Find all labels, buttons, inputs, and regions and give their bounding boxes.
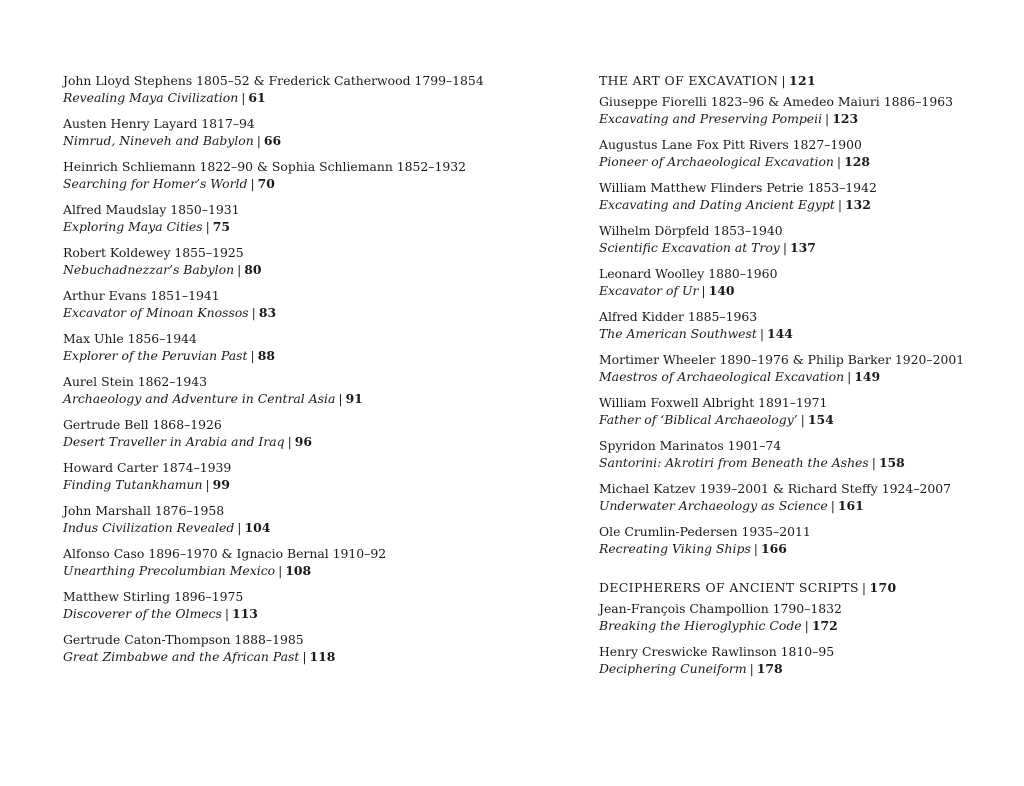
page-number: 144 (767, 326, 793, 341)
entry-title: Underwater Archaeology as Science (599, 498, 828, 513)
entry-title: Explorer of the Peruvian Past (63, 348, 248, 363)
entry-title: Finding Tutankhamun (63, 477, 203, 492)
page-number: 137 (790, 240, 816, 255)
entry-title: Scientific Excavation at Troy (599, 240, 780, 255)
page-separator: | (287, 434, 292, 449)
entry-subline (599, 660, 999, 677)
page-separator: | (749, 661, 754, 676)
entry-subline (63, 347, 503, 364)
entry-name: Giuseppe Fiorelli 1823–96 & Amedeo Maiuri 1886–1963 (599, 94, 953, 109)
page-separator: | (251, 305, 256, 320)
page-number: 149 (854, 369, 881, 384)
entry-subline (599, 325, 999, 342)
toc-entry[interactable] (599, 308, 999, 342)
entry-name: Augustus Lane Fox Pitt Rivers 1827–1900 (599, 137, 862, 152)
entry-subline (599, 368, 999, 385)
entry-subline (63, 218, 503, 235)
entry-subline (63, 175, 503, 192)
page-number: 75 (212, 219, 231, 234)
entry-title: Santorini: Akrotiri from Beneath the Ashes (599, 455, 869, 470)
page-separator: | (847, 369, 852, 384)
toc-entry[interactable] (599, 93, 999, 127)
entry-title: Archaeology and Adventure in Central Asia (63, 391, 336, 406)
entry-title: Desert Traveller in Arabia and Iraq (63, 434, 285, 449)
entry-subline (63, 519, 503, 536)
page-number: 118 (309, 649, 336, 664)
entry-name: Ole Crumlin-Pedersen 1935–2011 (599, 524, 811, 539)
page-separator: | (205, 219, 210, 234)
entry-title: Excavator of Minoan Knossos (63, 305, 249, 320)
entry-subline (599, 153, 999, 170)
toc-entry[interactable] (63, 459, 503, 493)
section-title: DECIPHERERS OF ANCIENT SCRIPTS (599, 580, 859, 595)
entry-title: Excavator of Ur (599, 283, 699, 298)
page-separator: | (302, 649, 307, 664)
entry-name: Matthew Stirling 1896–1975 (63, 589, 244, 604)
left-column (63, 72, 503, 665)
entry-subline (63, 476, 503, 493)
entry-subline (599, 282, 999, 299)
entry-name: Howard Carter 1874–1939 (63, 460, 232, 475)
entry-name: Spyridon Marinatos 1901–74 (599, 438, 782, 453)
entry-name: Gertrude Caton-Thompson 1888–1985 (63, 632, 304, 647)
page-separator: | (278, 563, 283, 578)
entry-name: Henry Creswicke Rawlinson 1810–95 (599, 644, 835, 659)
entry-subline (599, 617, 999, 634)
section-heading[interactable] (599, 72, 999, 89)
toc-section (599, 579, 999, 677)
toc-entry[interactable] (599, 265, 999, 299)
toc-entry[interactable] (63, 545, 503, 579)
entry-name: Mortimer Wheeler 1890–1976 & Philip Barker 1920–2001 (599, 352, 965, 367)
entry-subline (63, 605, 503, 622)
section-title: THE ART OF EXCAVATION (599, 73, 779, 88)
toc-entry[interactable] (63, 373, 503, 407)
toc-entry[interactable] (599, 643, 999, 677)
page-number: 99 (212, 477, 230, 492)
toc-entry[interactable] (63, 588, 503, 622)
page-separator: | (338, 391, 343, 406)
page-number: 140 (708, 283, 735, 298)
entry-title: Great Zimbabwe and the African Past (63, 649, 300, 664)
page-separator: | (800, 412, 805, 427)
page-number: 91 (345, 391, 363, 406)
page-number: 161 (837, 498, 864, 513)
page-separator: | (871, 455, 876, 470)
entry-name: Robert Koldewey 1855–1925 (63, 245, 244, 260)
page-number: 123 (832, 111, 859, 126)
entry-title: Excavating and Dating Ancient Egypt (599, 197, 835, 212)
entry-subline (63, 433, 503, 450)
entry-name: Gertrude Bell 1868–1926 (63, 417, 222, 432)
section-page-number: 170 (869, 580, 897, 595)
page-separator: | (782, 240, 787, 255)
toc-entry[interactable] (599, 437, 999, 471)
section-entries (599, 600, 999, 677)
page-number: 104 (244, 520, 271, 535)
entry-title: Discoverer of the Olmecs (63, 606, 222, 621)
page-separator: | (250, 348, 255, 363)
page-number: 132 (845, 197, 871, 212)
entry-name: Austen Henry Layard 1817–94 (63, 116, 255, 131)
entry-title: Unearthing Precolumbian Mexico (63, 563, 276, 578)
entry-title: Breaking the Hieroglyphic Code (599, 618, 802, 633)
page-separator: | (205, 477, 210, 492)
page-number: 61 (248, 90, 266, 105)
page-separator: | (836, 154, 842, 169)
toc-entry[interactable] (63, 330, 503, 364)
page-separator: | (256, 133, 261, 148)
page-number: 108 (285, 563, 312, 578)
page-number: 83 (258, 305, 277, 320)
entry-name: Alfred Maudslay 1850–1931 (63, 202, 240, 217)
toc-entry[interactable] (599, 136, 999, 170)
entry-subline (599, 239, 999, 256)
entry-title: Indus Civilization Revealed (63, 520, 235, 535)
entry-title: The American Southwest (599, 326, 757, 341)
page-number: 96 (294, 434, 312, 449)
toc-entry[interactable] (599, 600, 999, 634)
page-separator: | (753, 541, 758, 556)
toc-entry[interactable] (63, 244, 503, 278)
page-separator: | (224, 606, 230, 621)
page-number: 70 (257, 176, 275, 191)
entry-subline (599, 411, 999, 428)
entry-name: Leonard Woolley 1880–1960 (599, 266, 778, 281)
entry-subline (63, 304, 503, 321)
page-separator: | (825, 111, 830, 126)
entry-title: Searching for Homer’s World (63, 176, 248, 191)
page-number: 66 (263, 133, 282, 148)
toc-section (599, 72, 999, 557)
toc-entry[interactable] (599, 179, 999, 213)
entry-name: Alfred Kidder 1885–1963 (599, 309, 758, 324)
toc-entry[interactable] (63, 502, 503, 536)
page-separator: | (781, 73, 786, 88)
page-separator: | (237, 520, 242, 535)
entry-name: Wilhelm Dörpfeld 1853–1940 (599, 223, 783, 238)
entry-name: Arthur Evans 1851–1941 (63, 288, 220, 303)
page-separator: | (237, 262, 242, 277)
entry-subline (63, 648, 503, 665)
page-number: 178 (756, 661, 783, 676)
page-separator: | (241, 90, 246, 105)
entry-name: Alfonso Caso 1896–1970 & Ignacio Bernal 1910–92 (63, 546, 387, 561)
entry-name: Aurel Stein 1862–1943 (63, 374, 208, 389)
toc-entry[interactable] (63, 115, 503, 149)
entry-title: Excavating and Preserving Pompeii (599, 111, 823, 126)
entry-title: Exploring Maya Cities (63, 219, 203, 234)
entry-title: Maestros of Archaeological Excavation (599, 369, 845, 384)
entry-title: Father of ‘Biblical Archaeology’ (599, 412, 798, 427)
entry-subline (599, 196, 999, 213)
page-number: 154 (807, 412, 834, 427)
entry-subline (63, 261, 503, 278)
entry-subline (599, 110, 999, 127)
page-number: 80 (244, 262, 262, 277)
page-separator: | (804, 618, 809, 633)
toc-entry[interactable] (599, 394, 999, 428)
entry-title: Revealing Maya Civilization (63, 90, 239, 105)
page-number: 172 (811, 618, 838, 633)
toc-entry[interactable] (599, 351, 999, 385)
entry-subline (599, 497, 999, 514)
entry-name: John Lloyd Stephens 1805–52 & Frederick Catherwood 1799–1854 (63, 73, 484, 88)
entry-name: William Foxwell Albright 1891–1971 (599, 395, 828, 410)
toc-entry[interactable] (599, 523, 999, 557)
entry-subline (599, 454, 999, 471)
page-separator: | (250, 176, 255, 191)
entry-name: Michael Katzev 1939–2001 & Richard Steffy 1924–2007 (599, 481, 951, 496)
entry-subline (63, 89, 503, 106)
entry-title: Nimrud, Nineveh and Babylon (63, 133, 254, 148)
entry-subline (63, 132, 503, 149)
page-separator: | (759, 326, 765, 341)
entry-title: Recreating Viking Ships (599, 541, 751, 556)
right-column (599, 72, 999, 677)
entry-name: William Matthew Flinders Petrie 1853–1942 (599, 180, 877, 195)
page-number: 88 (257, 348, 275, 363)
page-separator: | (830, 498, 835, 513)
toc-entry[interactable] (599, 480, 999, 514)
entry-subline (599, 540, 999, 557)
page-separator: | (837, 197, 843, 212)
entry-title: Deciphering Cuneiform (599, 661, 747, 676)
section-page-number: 121 (788, 73, 817, 88)
page-separator: | (861, 580, 867, 595)
toc-entry[interactable] (599, 222, 999, 256)
page-number: 128 (844, 154, 870, 169)
entry-name: John Marshall 1876–1958 (63, 503, 225, 518)
entry-title: Nebuchadnezzar’s Babylon (63, 262, 235, 277)
page-separator: | (701, 283, 706, 298)
page-number: 166 (760, 541, 787, 556)
page-number: 158 (878, 455, 905, 470)
section-heading[interactable] (599, 579, 999, 596)
toc-entry[interactable] (63, 631, 503, 665)
entry-name: Heinrich Schliemann 1822–90 & Sophia Schliemann 1852–1932 (63, 159, 467, 174)
toc-entry[interactable] (63, 416, 503, 450)
entry-subline (63, 562, 503, 579)
entry-title: Pioneer of Archaeological Excavation (599, 154, 834, 169)
toc-entry[interactable] (63, 287, 503, 321)
toc-entry[interactable] (63, 201, 503, 235)
entry-subline (63, 390, 503, 407)
entry-name: Max Uhle 1856–1944 (63, 331, 197, 346)
section-entries (599, 93, 999, 557)
toc-entry[interactable] (63, 72, 503, 106)
page-number: 113 (232, 606, 258, 621)
toc-entry[interactable] (63, 158, 503, 192)
entry-name: Jean-François Champollion 1790–1832 (599, 601, 842, 616)
